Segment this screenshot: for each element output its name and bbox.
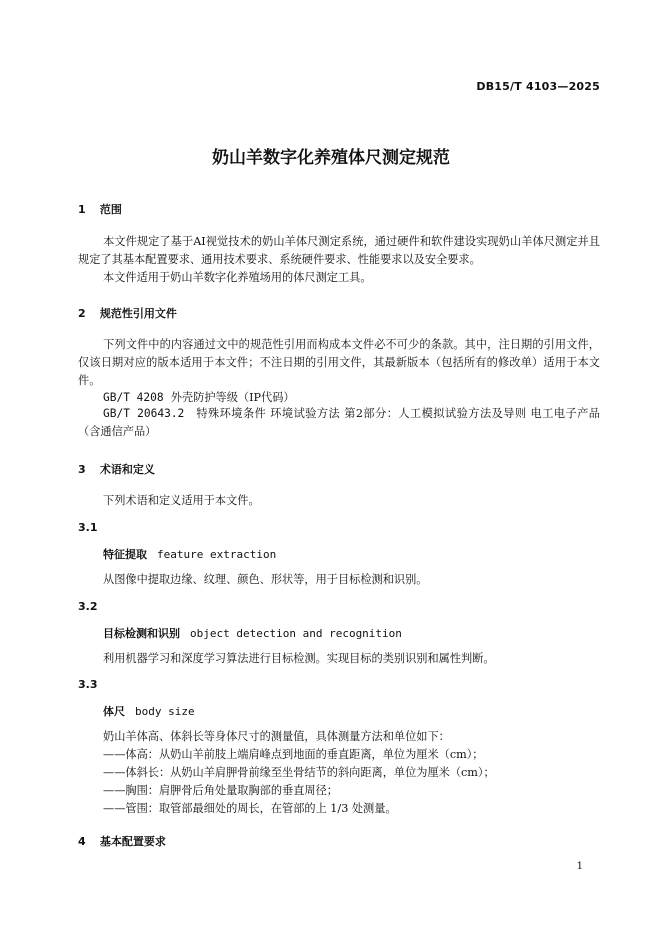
term-name-en: object detection and recognition (190, 627, 402, 640)
term-name-en: body size (135, 705, 195, 718)
list-item: ——体斜长：从奶山羊肩胛骨前缘至坐骨结节的斜向距离，单位为厘米（cm）； (103, 766, 495, 779)
reference-code: GB/T 20643.2 (103, 407, 185, 420)
section-2-heading (78, 305, 177, 321)
section-1-heading (78, 201, 122, 217)
term-name-en: feature extraction (157, 548, 277, 561)
references-intro (78, 336, 600, 390)
term-name-zh: 体尺 (103, 705, 125, 718)
document-title: 奶山羊数字化养殖体尺测定规范 (212, 148, 450, 168)
section-4-heading (78, 833, 166, 849)
section-number: 3 (78, 463, 86, 476)
references-intro-text: 下列文件中的内容通过文中的规范性引用而构成本文件必不可少的条款。其中，注日期的引用文件，仅该日期对应的版本适用于本文件；不注日期的引用文件，其最新版本（包括所有的修改单）适用于本文件。 (78, 338, 600, 387)
reference-title: 外壳防护等级（IP代码） (170, 391, 295, 404)
document-number: DB15/T 4103—2025 (476, 80, 600, 93)
list-item: ——管围：取管部最细处的周长，在管部的上 1/3 处测量。 (103, 802, 397, 815)
section-number: 4 (78, 835, 86, 848)
term-3-3 (103, 703, 195, 719)
scope-paragraph-2 (78, 269, 600, 287)
section-number: 1 (78, 203, 86, 216)
term-3-3-number: 3.3 (78, 678, 98, 691)
scope-text-2: 本文件适用于奶山羊数字化养殖场用的体尺测定工具。 (103, 271, 372, 284)
term-3-2-definition: 利用机器学习和深度学习算法进行目标检测。实现目标的类别识别和属性判断。 (103, 652, 495, 665)
section-title: 规范性引用文件 (99, 307, 177, 320)
term-3-1-definition: 从图像中提取边缘、纹理、颜色、形状等，用于目标检测和识别。 (103, 573, 428, 586)
term-3-1 (103, 546, 276, 562)
section-3-heading (78, 461, 155, 477)
terms-intro-text: 下列术语和定义适用于本文件。 (103, 494, 260, 507)
section-title: 基本配置要求 (99, 835, 166, 848)
section-title: 范围 (99, 203, 122, 216)
page-number: 1 (576, 861, 583, 872)
list-item: ——胸围：肩胛骨后角处量取胸部的垂直周径； (103, 784, 338, 797)
scope-text-1: 本文件规定了基于AI视觉技术的奶山羊体尺测定系统，通过硬件和软件建设实现奶山羊体尺测定并且规定了其基本配置要求、通用技术要求、系统硬件要求、性能要求以及安全要求。 (78, 235, 600, 266)
section-number: 2 (78, 307, 86, 320)
reference-item-2 (78, 405, 600, 441)
scope-paragraph-1 (78, 233, 600, 269)
term-3-3-definition: 奶山羊体高、体斜长等身体尺寸的测量值，具体测量方法和单位如下： (103, 730, 450, 743)
reference-item-1 (103, 389, 295, 405)
term-name-zh: 目标检测和识别 (103, 627, 180, 640)
term-3-1-number: 3.1 (78, 521, 98, 534)
reference-code: GB/T 4208 (103, 391, 164, 404)
term-3-2 (103, 625, 402, 641)
list-item: ——体高：从奶山羊前肢上端肩峰点到地面的垂直距离，单位为厘米（cm）； (103, 748, 484, 761)
terms-intro (78, 492, 600, 510)
term-3-2-number: 3.2 (78, 600, 98, 613)
term-name-zh: 特征提取 (103, 548, 147, 561)
reference-title: 特殊环境条件 环境试验方法 第2部分：人工模拟试验方法及导则 电工电子产品（含通信产品） (78, 407, 600, 438)
section-title: 术语和定义 (99, 463, 155, 476)
